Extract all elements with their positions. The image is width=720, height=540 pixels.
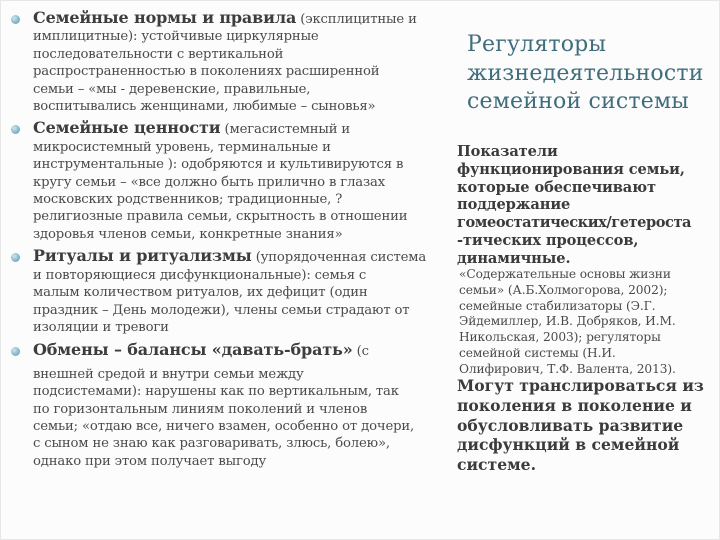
citation-line: Эйдемиллер, И.В. Добряков, И.М. [459, 314, 676, 329]
item-line: семьи – «мы - деревенские, правильные, [33, 81, 311, 97]
item-line: и повторяющиеся дисфункциональные): семья с [33, 267, 367, 283]
item-heading: Ритуалы и ритуализмы [33, 246, 252, 266]
item-line: изоляции и тревоги [33, 319, 169, 335]
item-line: распространенностью в поколениях расширенной [33, 64, 380, 80]
indicators-text [457, 143, 691, 268]
indicators-line: динамичные. [457, 249, 571, 267]
item-line: малым количеством ритуалов, их дефицит (один [33, 285, 368, 301]
bullet-icon [11, 15, 20, 24]
conclusion-line: Могут транслироваться из [457, 376, 704, 395]
indicators-line: которые обеспечивают [457, 178, 656, 196]
item-line: с сыном не знаю как разговаривать, злюсь, болею», [33, 436, 390, 452]
indicators-line: функционирования семьи, [457, 160, 685, 178]
citation-line: семейной системы (Н.И. [459, 345, 616, 360]
indicators-line: поддержание [457, 196, 571, 214]
conclusion-line: обусловливать развитие [457, 415, 684, 435]
indicators-line: Показатели [457, 143, 558, 160]
list-item-rituals [11, 247, 449, 336]
item-line: праздник – День молодежи), члены семьи страдают от [33, 302, 410, 318]
title-line: семейной системы [467, 89, 690, 114]
item-line: однако при этом получает выгоду [33, 453, 267, 469]
item-line: внешней средой и внутри семьи между [33, 366, 304, 382]
item-line: здоровья членов семьи, конкретные знания» [33, 226, 343, 242]
item-line: последовательности с вертикальной [33, 46, 284, 62]
citation-line: Олифирович, Т.Ф. Валента, 2013). [459, 361, 676, 376]
item-heading-aside: (упорядоченная система [255, 250, 427, 266]
item-line: по горизонтальным линиям поколений и членов [33, 401, 368, 417]
item-line: подсистемами): нарушены как по вертикальным, так [33, 384, 399, 400]
item-heading-aside: (мегасистемный и [224, 122, 351, 138]
list-item-exchanges [11, 341, 449, 470]
slide-title [467, 31, 717, 117]
conclusion-line: системе. [457, 455, 537, 475]
conclusion-text [457, 376, 704, 475]
citation-line: семьи» (А.Б.Холмогорова, 2002); [459, 282, 668, 297]
title-line: Регуляторы [467, 32, 607, 57]
indicators-line: -тических процессов, [457, 231, 639, 249]
citation-line: семейные стабилизаторы (Э.Г. [459, 298, 656, 313]
item-heading: Семейные ценности [33, 118, 221, 138]
citation-text [459, 267, 676, 378]
citation-line: «Содержательные основы жизни [459, 267, 671, 281]
title-line: жизнедеятельности [467, 60, 704, 86]
item-line: семьи; «отдаю все, ничего взамен, особенно от дочери, [33, 418, 415, 434]
item-line: московских родственников; традиционные, ? [33, 192, 343, 208]
list-item-norms [11, 9, 449, 115]
item-heading: Обмены – балансы «давать-брать» [33, 340, 353, 360]
indicators-line: гомеостатических/гетероста [457, 214, 692, 232]
item-line: религиозные правила семьи, скрытность в отношении [33, 209, 408, 225]
item-heading-aside: (эксплицитные и [300, 12, 417, 27]
item-heading-aside: (с [356, 344, 369, 360]
item-line: воспитывались женщинами, любимые – сыновья» [33, 99, 376, 115]
conclusion-line: поколения в поколение и [457, 395, 692, 415]
citation-line: Никольская, 2003); регуляторы [459, 330, 661, 345]
left-column [11, 9, 449, 470]
item-line: кругу семьи – «все должно быть прилично в глазах [33, 174, 386, 190]
conclusion-line: дисфункций в семейной [457, 435, 680, 455]
item-line: имплицитные): устойчивые циркулярные [33, 29, 319, 45]
list-item-values [11, 119, 449, 243]
item-line: инструментальные ): одобряются и культивируются в [33, 157, 404, 173]
item-line: микросистемный уровень, терминальные и [33, 139, 331, 155]
item-heading: Семейные нормы и правила [33, 8, 297, 27]
